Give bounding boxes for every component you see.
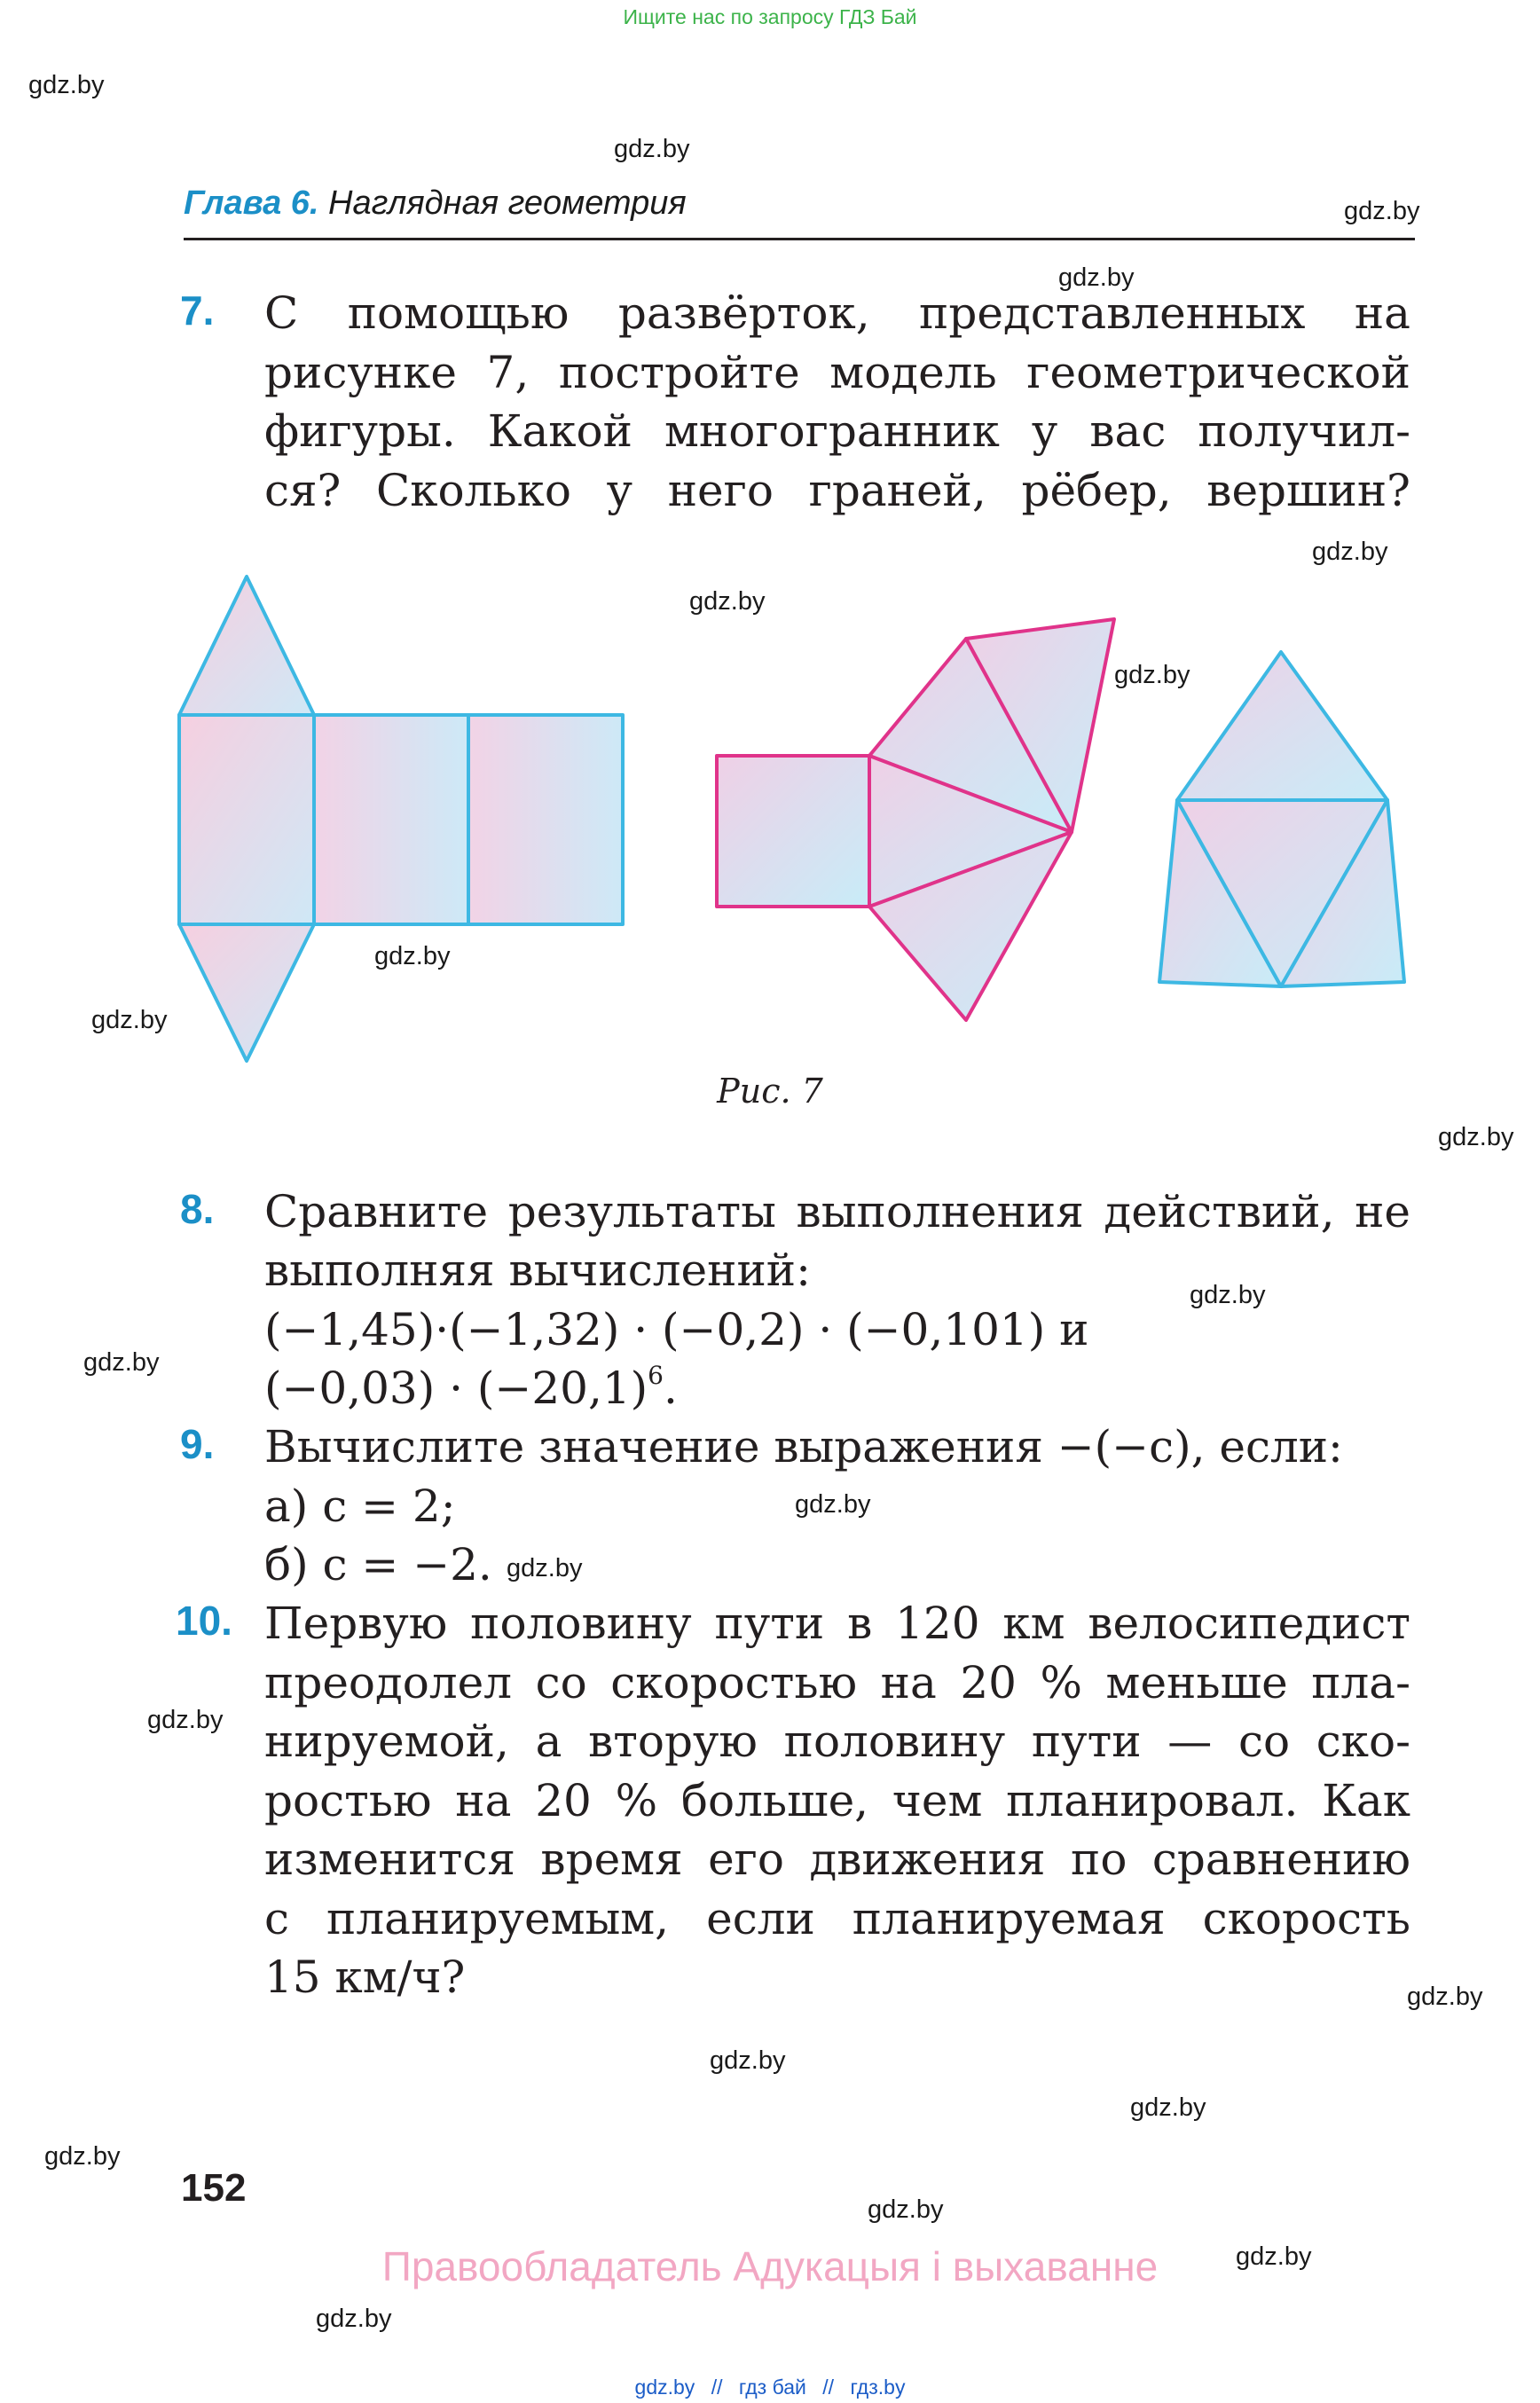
- watermark: gdz.by: [28, 71, 105, 99]
- task-7-line: С помощью развёрток, представленных на: [264, 287, 1410, 339]
- task-10-line: ростью на 20 % больше, чем планировал. Как: [264, 1775, 1410, 1826]
- net-square-pyramid: [717, 619, 1114, 1020]
- task-8-expression-2-text: (−0,03) · (−20,1): [264, 1362, 648, 1414]
- watermark: gdz.by: [1058, 263, 1135, 292]
- net-1-top-triangle: [179, 577, 314, 715]
- watermark: gdz.by: [147, 1706, 224, 1734]
- watermark: gdz.by: [710, 2046, 786, 2075]
- watermark: gdz.by: [1407, 1983, 1483, 2011]
- task-8-end: .: [663, 1362, 678, 1414]
- watermark: gdz.by: [868, 2195, 944, 2224]
- task-10-line: изменится время его движения по сравнению: [264, 1834, 1410, 1885]
- footer-link[interactable]: gdz.by: [634, 2376, 695, 2399]
- watermark: gdz.by: [689, 587, 766, 616]
- task-7-line: фигуры. Какой многогранник у вас получил-: [264, 405, 1410, 457]
- footer-links: [0, 2376, 1540, 2399]
- copyright-notice: Правообладатель Адукацыя і выхаванне: [381, 2243, 1159, 2289]
- task-8-line: выполняя вычислений:: [264, 1245, 811, 1296]
- task-10-line: преодолел со скоростью на 20 % меньше пла-: [264, 1657, 1410, 1708]
- net-1-face-2: [314, 715, 468, 924]
- task-9-line: Вычислите значение выражения −(−c), если:: [264, 1421, 1343, 1472]
- task-7-line: рисунке 7, постройте модель геометрической: [264, 347, 1410, 398]
- task-8-line: Сравните результаты выполнения действий, не: [264, 1186, 1410, 1237]
- task-9-option-a: а) c = 2;: [264, 1480, 456, 1532]
- top-banner: Ищите нас по запросу ГДЗ Бай: [623, 5, 917, 28]
- task-10-line: с планируемым, если планируемая скорость: [264, 1893, 1410, 1944]
- task-7-number: 7.: [180, 287, 215, 334]
- footer-separator: //: [711, 2376, 723, 2399]
- figure-caption: Рис. 7: [717, 1072, 823, 1111]
- polyhedron-nets-figure: [0, 0, 1540, 1153]
- watermark: gdz.by: [374, 942, 451, 970]
- footer-separator: //: [822, 2376, 835, 2399]
- watermark: gdz.by: [795, 1490, 871, 1519]
- watermark: gdz.by: [1312, 538, 1388, 566]
- task-10-line: Первую половину пути в 120 км велосипедист: [264, 1598, 1410, 1649]
- watermark: gdz.by: [1190, 1281, 1266, 1309]
- footer-link[interactable]: гдз.by: [850, 2376, 906, 2399]
- task-9-option-b: б) c = −2.: [264, 1539, 492, 1590]
- net-2-base: [717, 756, 869, 907]
- task-9-number: 9.: [180, 1421, 215, 1467]
- watermark: gdz.by: [1114, 661, 1190, 689]
- net-1-face-1: [179, 715, 314, 924]
- chapter-number: Глава 6.: [184, 185, 319, 222]
- watermark: gdz.by: [1438, 1123, 1514, 1151]
- task-8-exponent: 6: [648, 1361, 664, 1390]
- net-tetrahedron: [1159, 652, 1404, 986]
- watermark: gdz.by: [1130, 2093, 1206, 2122]
- task-7-line: ся? Сколько у него граней, рёбер, вершин?: [264, 465, 1410, 516]
- watermark: gdz.by: [316, 2305, 392, 2333]
- watermark: gdz.by: [614, 135, 690, 163]
- chapter-title: Наглядная геометрия: [328, 185, 687, 222]
- page-number: 152: [181, 2166, 247, 2210]
- task-8-expression-2: [264, 1359, 1410, 1417]
- watermark: gdz.by: [1236, 2242, 1312, 2271]
- watermark: gdz.by: [507, 1554, 583, 1582]
- net-1-bottom-triangle: [179, 924, 314, 1061]
- watermark: gdz.by: [83, 1348, 160, 1377]
- net-3-top-triangle: [1177, 652, 1387, 800]
- task-8-expression-1: (−1,45)·(−1,32) · (−0,2) · (−0,101) и: [264, 1304, 1089, 1355]
- footer-link[interactable]: гдз бай: [738, 2376, 806, 2399]
- net-triangular-prism: [179, 577, 623, 1061]
- net-1-face-3: [468, 715, 623, 924]
- task-10-number: 10.: [176, 1598, 232, 1644]
- watermark: gdz.by: [1344, 197, 1420, 225]
- task-8-number: 8.: [180, 1186, 215, 1232]
- watermark: gdz.by: [91, 1006, 168, 1034]
- task-10-line: нируемой, а вторую половину пути — со ско-: [264, 1716, 1410, 1767]
- task-10-line: 15 км/ч?: [264, 1951, 466, 2003]
- watermark: gdz.by: [44, 2142, 121, 2171]
